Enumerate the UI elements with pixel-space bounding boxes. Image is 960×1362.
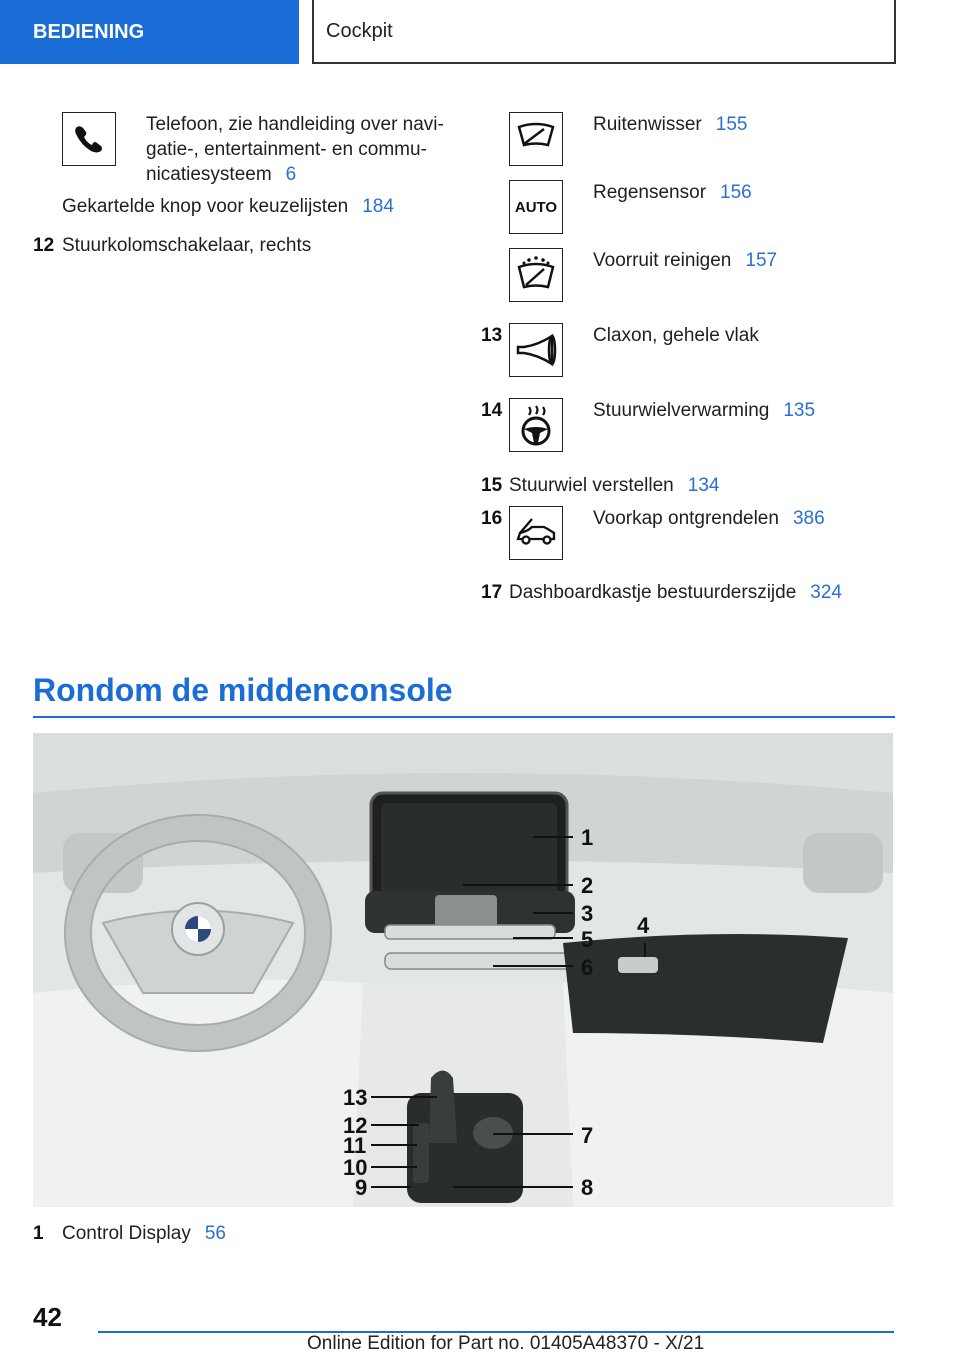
page-ref[interactable]: 135 (783, 400, 816, 421)
page-ref[interactable]: 155 (715, 114, 748, 135)
caption-text: Control Display (62, 1223, 191, 1244)
hood-icon (509, 506, 563, 560)
horn-icon (509, 323, 563, 377)
callout-11: 11 (343, 1133, 367, 1158)
section-tab (0, 0, 299, 64)
caption-number: 1 (33, 1223, 44, 1244)
list-item-horn: Claxon, gehele vlak (593, 325, 759, 346)
item-text: Ruitenwisser (593, 114, 702, 135)
list-item-steering-heat (593, 398, 815, 423)
item-text: Stuurwielverwarming (593, 400, 770, 421)
page-ref[interactable]: 324 (810, 582, 842, 603)
list-item-knob (62, 194, 394, 219)
callout-3: 3 (581, 901, 594, 926)
item-number: 15 (481, 475, 503, 496)
list-item-phone (146, 112, 466, 187)
steering-heat-icon (509, 398, 563, 452)
callout-12: 12 (343, 1113, 368, 1138)
item-number: 16 (481, 508, 503, 529)
item-number: 17 (481, 582, 503, 603)
section-heading: Rondom de middenconsole (33, 672, 453, 708)
list-item-washer (593, 248, 777, 273)
caption-control-display (62, 1221, 226, 1246)
item-number: 13 (481, 325, 503, 346)
phone-icon (62, 112, 116, 166)
callout-7: 7 (581, 1123, 594, 1148)
chapter-label: Cockpit (326, 19, 393, 42)
page-ref[interactable]: 386 (792, 508, 825, 529)
item-text: Stuurwiel verstellen (509, 475, 674, 496)
callout-4: 4 (637, 913, 650, 938)
item-text: Gekartelde knop voor keuzelijsten (62, 196, 349, 217)
item-text: Voorruit reinigen (593, 250, 732, 271)
chapter-tab (312, 0, 896, 64)
list-item-glovebox (509, 580, 842, 605)
callout-1: 1 (581, 825, 594, 850)
item-number: 12 (33, 235, 55, 256)
list-item-wiper (593, 112, 747, 137)
list-item-hood (593, 506, 825, 531)
callout-5: 5 (581, 927, 594, 952)
page-ref[interactable]: 56 (204, 1223, 226, 1244)
auto-icon-label: AUTO (514, 198, 558, 216)
heading-rule (33, 716, 895, 718)
callout-8: 8 (581, 1175, 594, 1200)
page-ref[interactable]: 6 (285, 164, 297, 185)
item-text: Voorkap ontgrendelen (593, 508, 779, 529)
page-ref[interactable]: 184 (362, 196, 394, 217)
page-number: 42 (33, 1302, 62, 1332)
page-ref[interactable]: 157 (745, 250, 778, 271)
page-ref[interactable]: 156 (720, 182, 752, 203)
auto-icon (509, 180, 563, 234)
section-label: BEDIENING (33, 20, 145, 43)
list-item-rain-sensor (593, 180, 752, 205)
item-line: nicatiesysteem (146, 164, 272, 185)
list-item-steering-adjust (509, 473, 719, 498)
washer-icon (509, 248, 563, 302)
callout-13: 13 (343, 1085, 368, 1110)
callout-9: 9 (355, 1175, 368, 1200)
callout-10: 10 (343, 1155, 368, 1180)
callout-6: 6 (581, 955, 594, 980)
callout-2: 2 (581, 873, 594, 898)
item-line: Telefoon, zie handleiding over navi- (146, 114, 444, 135)
item-text: Regensensor (593, 182, 707, 203)
item-text: Dashboardkastje bestuurderszijde (509, 582, 797, 603)
footer-edition: Online Edition for Part no. 01405A48370 - X/21 (307, 1333, 705, 1354)
wiper-icon (509, 112, 563, 166)
page-ref[interactable]: 134 (687, 475, 720, 496)
item-line: gatie-, entertainment- en commu- (146, 139, 427, 160)
center-console-illustration (33, 733, 893, 1207)
item-number: 14 (481, 400, 503, 421)
list-item-stalk: Stuurkolomschakelaar, rechts (62, 235, 312, 256)
